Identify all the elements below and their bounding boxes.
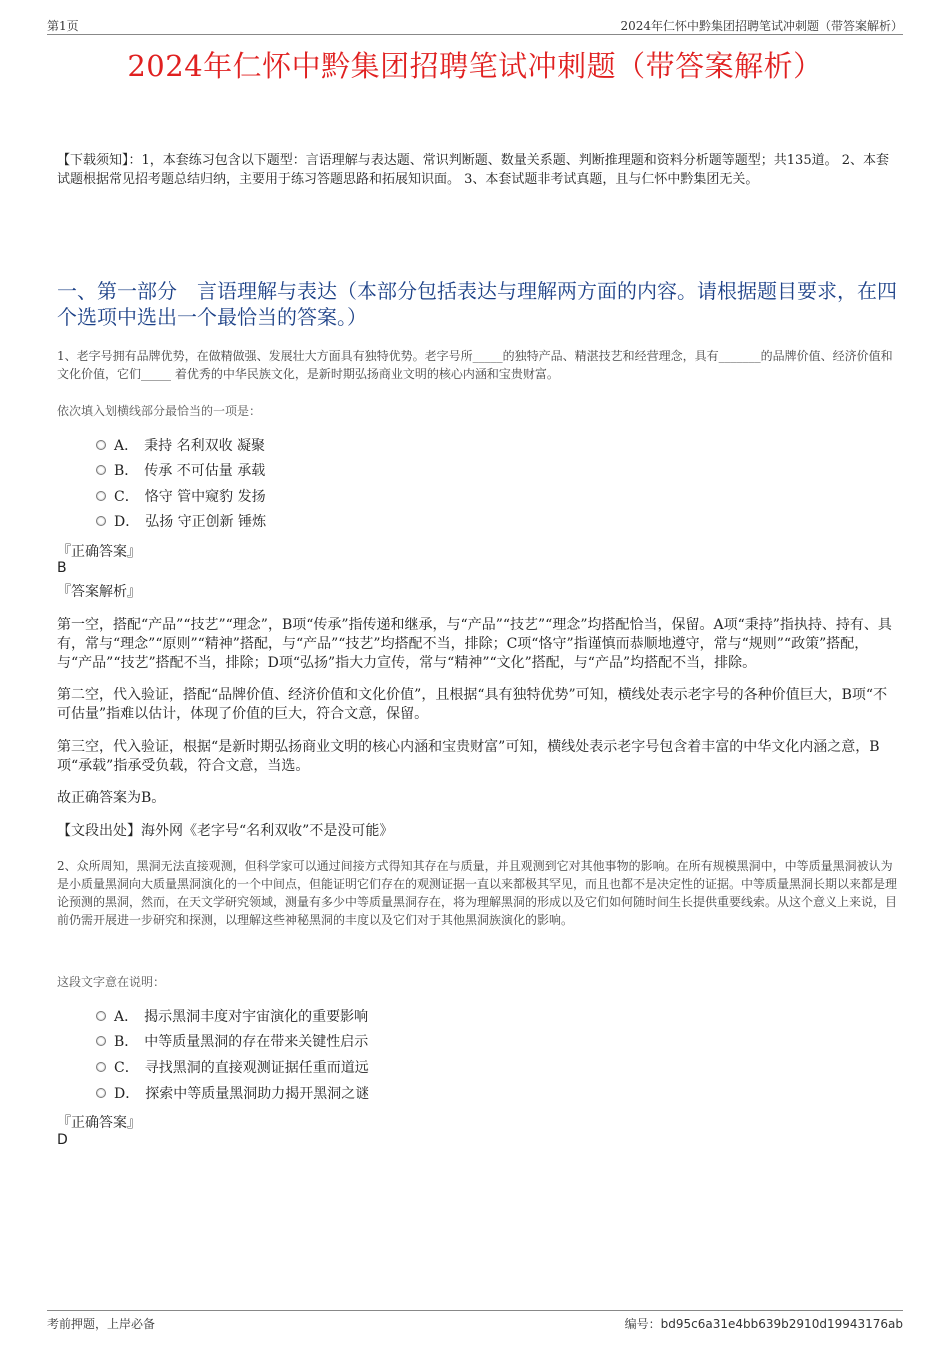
radio-icon[interactable]: [96, 516, 106, 526]
option-text: 弘扬 守正创新 锤炼: [145, 514, 267, 530]
question-2-answer-label: 『正确答案』: [57, 1115, 141, 1131]
document-code: [625, 1315, 903, 1332]
option-text: 恪守 管中窥豹 发扬: [144, 489, 266, 505]
question-1-option-a[interactable]: [96, 435, 265, 457]
question-1-option-c[interactable]: [96, 486, 266, 508]
question-1-answer: B: [57, 560, 67, 576]
option-text: 揭示黑洞丰度对宇宙演化的重要影响: [144, 1009, 369, 1025]
question-2-option-d[interactable]: [96, 1083, 369, 1105]
question-2-option-a[interactable]: [96, 1006, 368, 1028]
option-key: D．: [114, 1086, 140, 1102]
option-key: B．: [114, 463, 139, 479]
document-code-label: 编号：: [624, 1317, 661, 1331]
radio-icon[interactable]: [96, 1062, 106, 1072]
radio-icon[interactable]: [96, 465, 106, 475]
running-title: 2024年仁怀中黔集团招聘笔试冲刺题（带答案解析）: [620, 19, 903, 33]
question-1-answer-label: 『正确答案』: [57, 544, 141, 560]
radio-icon[interactable]: [96, 1011, 106, 1021]
section-heading: 一、第一部分 言语理解与表达（本部分包括表达与理解两方面的内容。请根据题目要求，在四个选项中选出一个最恰当的答案。）: [57, 279, 897, 329]
question-2-option-b[interactable]: [96, 1031, 368, 1053]
question-1-option-b[interactable]: [96, 460, 265, 482]
option-key: D．: [114, 514, 140, 530]
question-2-option-c[interactable]: [96, 1057, 369, 1079]
radio-icon[interactable]: [96, 1036, 106, 1046]
question-2-stem: 2、众所周知，黑洞无法直接观测，但科学家可以通过间接方式得知其存在与质量，并且观测到它对其他事物的影响。在所有规模黑洞中，中等质量黑洞被认为是小质量黑洞向大质量黑洞演化的一个中间点，但能证明它们存在的观测证据一直以来都极其罕见，而且也都不是决定性的证据。中等质量黑洞长期以来都是理论预测的黑洞，然而，在天文学研究领域，测量有多少中等质量黑洞存在，将为理解黑洞的形成以及它们如何随时间生长提供重要线索。从这个意义上来说，目前仍需开展进一步研究和探测，以理解这些神秘黑洞的丰度以及它们对于其他黑洞族演化的影响。: [57, 859, 898, 927]
option-key: A．: [114, 438, 139, 454]
page-number: 第1页: [47, 19, 79, 33]
download-notice: 【下载须知】：1，本套练习包含以下题型：言语理解与表达题、常识判断题、数量关系题、判断推理题和资料分析题等题型；共135道。 2、本套试题根据常见招考题总结归纳，主要用于练习答题思路和拓展知识面。 3、本套试题非考试真题，且与仁怀中黔集团无关。: [57, 153, 889, 187]
header-divider: [47, 34, 903, 35]
document-code-value: bd95c6a31e4bb639b2910d19943176ab: [660, 1317, 903, 1331]
footer-divider: [47, 1310, 903, 1311]
question-1-analysis-p1: 第一空，搭配“产品”“技艺”“理念”，B项“传承”指传递和继承，与“产品”“技艺”“理念”均搭配恰当，保留。A项“秉持”指执持、持有、具有，常与“理念”“原则”“精神”搭配，与“产品”“技艺”均搭配不当，排除；C项“恪守”指谨慎而恭顺地遵守，常与“规则”“政策”搭配，与“产品”“技艺”搭配不当，排除；D项“弘扬”指大力宣传，常与“精神”“文化”搭配，与“产品”均搭配不当，排除。: [57, 617, 892, 671]
footer-slogan: 考前押题，上岸必备: [47, 1317, 156, 1331]
option-key: C．: [114, 1060, 139, 1076]
option-text: 传承 不可估量 承载: [144, 463, 266, 479]
option-text: 寻找黑洞的直接观测证据任重而道远: [144, 1060, 369, 1076]
question-1-source: 【文段出处】海外网《老字号“名利双收”不是没可能》: [57, 823, 394, 839]
question-1-analysis-p2: 第二空，代入验证，搭配“品牌价值、经济价值和文化价值”，且根据“具有独特优势”可知，横线处表示老字号的各种价值巨大，B项“不可估量”指难以估计，体现了价值的巨大，符合文意，保留。: [57, 687, 888, 722]
question-1-stem: 1、老字号拥有品牌优势，在做精做强、发展壮大方面具有独特优势。老字号所_____的独特产品、精湛技艺和经营理念，具有_______的品牌价值、经济价值和文化价值，它们_____ 着优秀的中华民族文化，是新时期弘扬商业文明的核心内涵和宝贵财富。: [57, 349, 893, 381]
option-key: C．: [114, 489, 139, 505]
question-1-option-d[interactable]: [96, 511, 266, 533]
radio-icon[interactable]: [96, 440, 106, 450]
option-text: 探索中等质量黑洞助力揭开黑洞之谜: [145, 1086, 370, 1102]
option-text: 秉持 名利双收 凝聚: [144, 438, 266, 454]
option-text: 中等质量黑洞的存在带来关键性启示: [144, 1034, 369, 1050]
option-key: B．: [114, 1034, 139, 1050]
question-2-prompt: 这段文字意在说明：: [57, 975, 166, 989]
document-title: 2024年仁怀中黔集团招聘笔试冲刺题（带答案解析）: [127, 49, 823, 83]
question-1-analysis-p3: 第三空，代入验证，根据“是新时期弘扬商业文明的核心内涵和宝贵财富”可知，横线处表示老字号包含着丰富的中华文化内涵之意，B项“承载”指承受负载，符合文意，当选。: [57, 739, 880, 774]
question-2-answer: D: [57, 1132, 68, 1148]
radio-icon[interactable]: [96, 1088, 106, 1098]
option-key: A．: [114, 1009, 139, 1025]
radio-icon[interactable]: [96, 491, 106, 501]
question-1-analysis-p4: 故正确答案为B。: [57, 790, 166, 806]
question-1-prompt: 依次填入划横线部分最恰当的一项是：: [57, 404, 262, 418]
question-1-analysis-label: 『答案解析』: [57, 584, 141, 600]
